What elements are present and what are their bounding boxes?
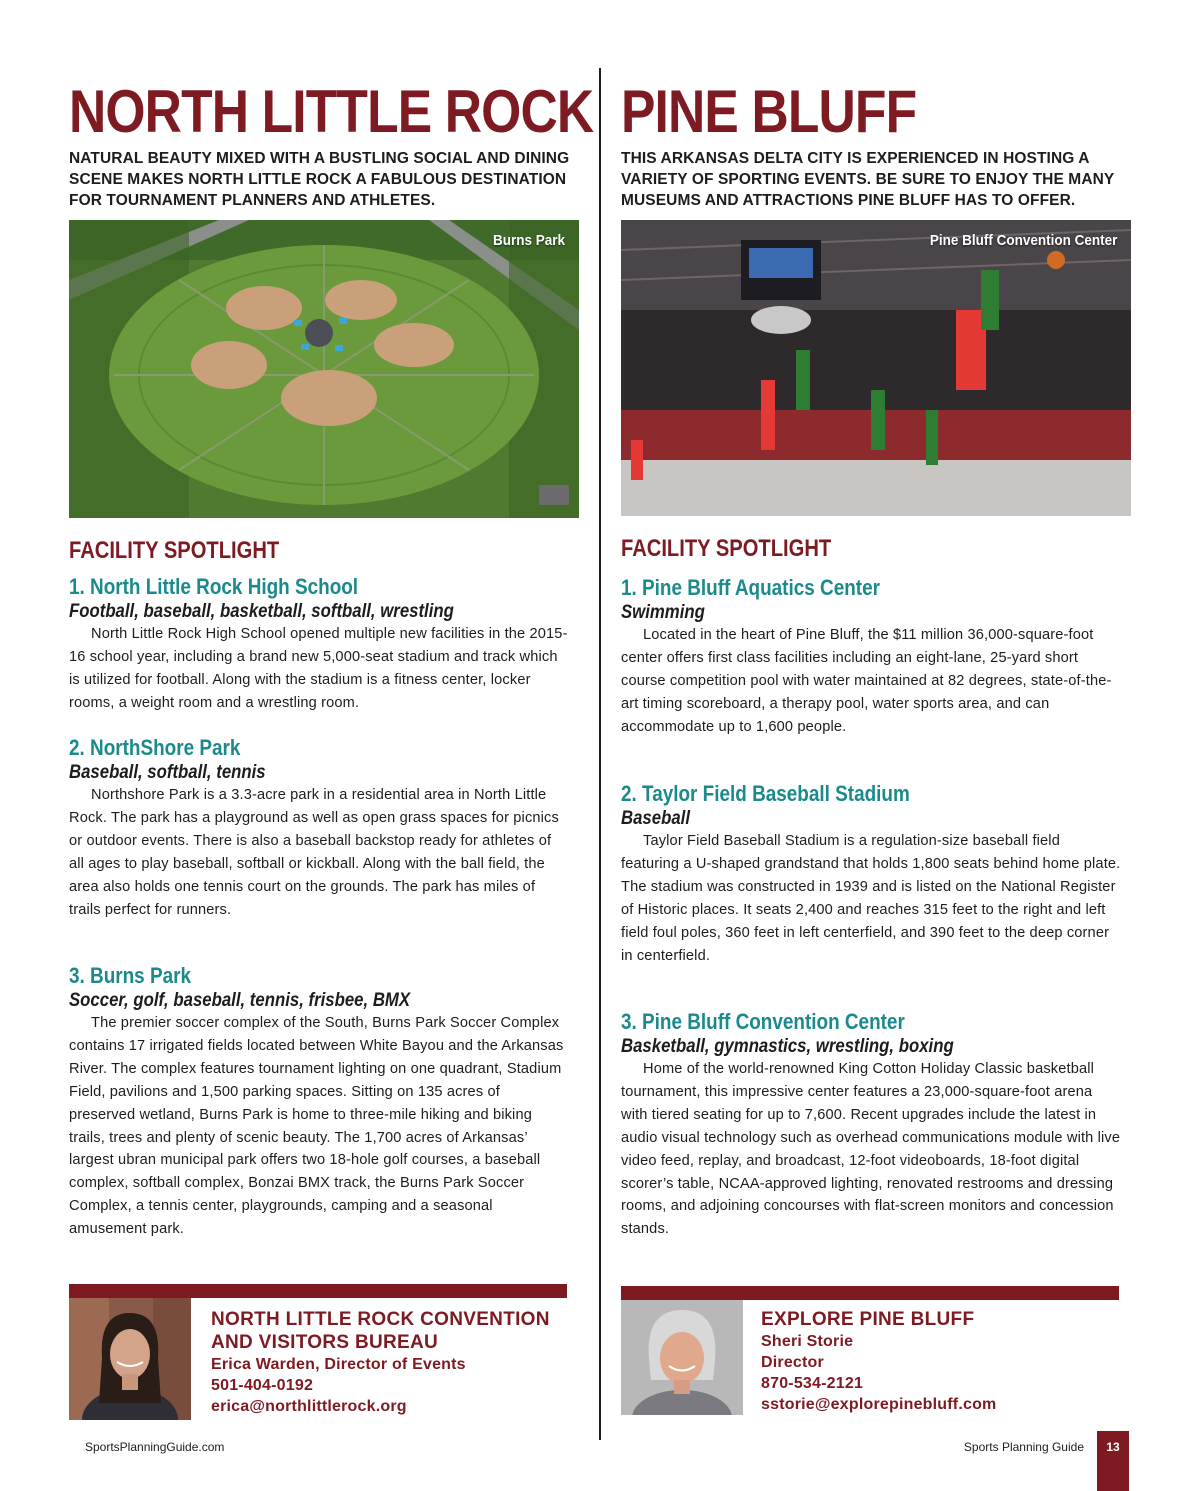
contact-email: erica@northlittlerock.org: [211, 1398, 407, 1415]
contact-divider-bar: [69, 1284, 567, 1298]
facility-burns-park: [69, 964, 569, 1241]
basketball-game-image: [621, 220, 1131, 516]
portrait-image: [69, 1298, 191, 1420]
page-title-pine-bluff: PINE BLUFF: [621, 78, 917, 145]
contact-info-pine-bluff: [761, 1308, 1121, 1415]
facility-sports: Baseball, softball, tennis: [69, 761, 266, 783]
burns-park-photo: [69, 220, 579, 518]
aerial-ballfields-image: [69, 220, 579, 518]
page-number-tab: [1097, 1431, 1129, 1491]
facility-description: Taylor Field Baseball Stadium is a regulation-size baseball field featuring a U-shaped grandstand that holds 1,800 seats behind home plate. The stadium was constructed in 1939 and is listed on the National Register of Historic places. It seats 2,400 and reaches 315 feet to the right and left field foul poles, 360 feet in left centerfield, and 390 feet to the deep corner in centerfield.: [621, 833, 1121, 964]
photo-caption-pine-bluff-convention-center: Pine Bluff Convention Center: [929, 232, 1117, 249]
facility-description: Home of the world-renowned King Cotton Holiday Classic basketball tournament, this impressive center features a 23,000-square-foot arena with tiered seating for up to 7,600. Recent upgrades include the latest in audio visual technology such as overhead communications module with live video feed, replay, and broadcast, 12-foot videoboards, 18-foot digital scorer’s table, NCAA-approved lighting, renovated restrooms and dressing rooms, and adjoining concourses with flat-screen monitors and concession stands.: [621, 1061, 1121, 1238]
facility-name: 3. Pine Bluff Convention Center: [621, 1009, 905, 1034]
contact-title: Director: [761, 1354, 824, 1371]
facility-pine-bluff-convention-center: [621, 1010, 1121, 1241]
facility-description: The premier soccer complex of the South, Burns Park Soccer Complex contains 17 irrigated fields located between White Bayou and the Arkansas River. The complex features tournament lighting on one quadrant, Stadium Field, pavilions and 1,500 parking spaces. Sitting on 135 acres of preserved wetland, Burns Park is home to three-mile hiking and biking trails, trees and plenty of scenic beauty. The 1,700 acres of Arkansas’ largest ubran municipal park offers two 18-hole golf courses, a baseball complex, softball complex, Bonzai BMX track, the Burns Park Soccer Complex, a tennis center, playgrounds, camping and a seasonal amusement park.: [69, 1015, 564, 1238]
contact-organization: NORTH LITTLE ROCK CONVENTION: [211, 1309, 550, 1330]
contact-portrait-sheri-storie: [621, 1300, 743, 1415]
footer-website: SportsPlanningGuide.com: [85, 1440, 225, 1454]
contact-divider-bar: [621, 1286, 1119, 1300]
facility-spotlight-heading: FACILITY SPOTLIGHT: [621, 535, 832, 562]
contact-name-title: Erica Warden, Director of Events: [211, 1356, 466, 1373]
facility-north-little-rock-high-school: [69, 575, 569, 715]
column-divider: [599, 68, 601, 1440]
facility-name: 1. North Little Rock High School: [69, 574, 359, 599]
contact-organization: EXPLORE PINE BLUFF: [761, 1309, 975, 1330]
facility-description: Located in the heart of Pine Bluff, the $11 million 36,000-square-foot center offers first class facilities including an eight-lane, 25-yard short course competition pool with water maintained at 82 degrees, state-of-the-art timing scoreboard, a therapy pool, water sports area, and can accommodate up to 1,600 people.: [621, 627, 1112, 735]
facility-sports: Swimming: [621, 601, 705, 623]
contact-portrait-erica-warden: [69, 1298, 191, 1420]
facility-name: 2. NorthShore Park: [69, 735, 241, 760]
facility-northshore-park: [69, 736, 569, 921]
facility-sports: Baseball: [621, 807, 690, 829]
photo-caption-burns-park: Burns Park: [492, 232, 565, 249]
page-title-north-little-rock: NORTH LITTLE ROCK: [69, 78, 594, 145]
pine-bluff-convention-center-photo: [621, 220, 1131, 516]
facility-name: 2. Taylor Field Baseball Stadium: [621, 781, 910, 806]
tagline-north-little-rock: NATURAL BEAUTY MIXED WITH A BUSTLING SOCIAL AND DINING SCENE MAKES NORTH LITTLE ROCK A FABULOUS DESTINATION FOR TOURNAMENT PLANNERS AND ATHLETES.: [69, 150, 570, 209]
contact-phone: 501-404-0192: [211, 1377, 314, 1394]
facility-sports: Football, baseball, basketball, softball, wrestling: [69, 600, 454, 622]
facility-sports: Soccer, golf, baseball, tennis, frisbee, BMX: [69, 989, 411, 1011]
contact-info-north-little-rock: [211, 1308, 591, 1417]
contact-phone: 870-534-2121: [761, 1375, 864, 1392]
contact-name: Sheri Storie: [761, 1333, 854, 1350]
facility-taylor-field-baseball-stadium: [621, 782, 1121, 967]
facility-name: 1. Pine Bluff Aquatics Center: [621, 575, 880, 600]
contact-organization-line2: AND VISITORS BUREAU: [211, 1332, 439, 1353]
footer-publication: Sports Planning Guide: [963, 1440, 1084, 1454]
page-number: 13: [1106, 1440, 1120, 1454]
portrait-image: [621, 1300, 743, 1415]
facility-description: North Little Rock High School opened multiple new facilities in the 2015-16 school year, including a brand new 5,000-seat stadium and track which is utilized for football. Along with the stadium is a fitness center, locker rooms, a weight room and a wrestling room.: [69, 626, 568, 711]
tagline-pine-bluff: THIS ARKANSAS DELTA CITY IS EXPERIENCED IN HOSTING A VARIETY OF SPORTING EVENTS. BE SURE TO ENJOY THE MANY MUSEUMS AND ATTRACTIONS PINE BLUFF HAS TO OFFER.: [621, 150, 1115, 209]
facility-spotlight-heading: FACILITY SPOTLIGHT: [69, 537, 280, 564]
facility-name: 3. Burns Park: [69, 963, 191, 988]
facility-description: Northshore Park is a 3.3-acre park in a residential area in North Little Rock. The park has a playground as well as open grass spaces for picnics or outdoor events. There is also a baseball backstop ready for athletes of all ages to play baseball, softball or kickball. Along with the ball field, the area also holds one tennis court on the grounds. The park has miles of trails perfect for runners.: [69, 787, 559, 918]
facility-sports: Basketball, gymnastics, wrestling, boxing: [621, 1035, 954, 1057]
contact-email: sstorie@explorepinebluff.com: [761, 1396, 997, 1413]
facility-pine-bluff-aquatics-center: [621, 576, 1121, 739]
